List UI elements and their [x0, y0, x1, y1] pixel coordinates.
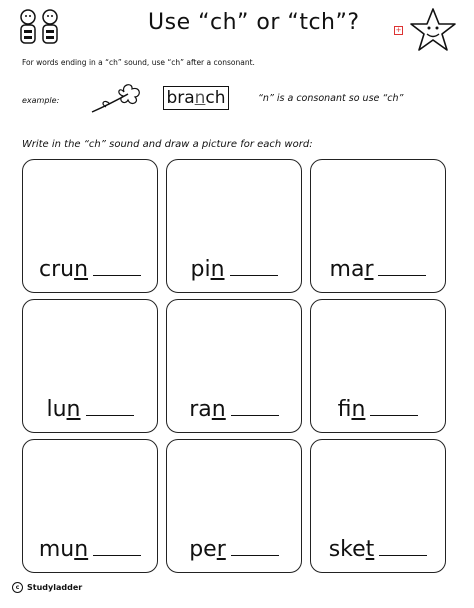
- small-plus-icon: +: [395, 26, 402, 34]
- word-base: pi: [190, 257, 211, 282]
- footer-brand: [12, 582, 82, 593]
- example-word-box: [163, 86, 229, 110]
- word-card: [22, 439, 158, 573]
- word-underlined-letter: t: [365, 537, 375, 562]
- example-word-end: ch: [205, 88, 226, 108]
- answer-blank[interactable]: [379, 554, 427, 556]
- word-card: [310, 159, 446, 293]
- copyright-icon: c: [12, 582, 23, 593]
- example-note: “n” is a consonant so use “ch”: [258, 93, 404, 104]
- answer-blank[interactable]: [378, 274, 426, 276]
- example-label: example:: [22, 96, 60, 105]
- word-card-grid: [22, 159, 434, 573]
- word-card: [166, 299, 302, 433]
- word-card: [22, 299, 158, 433]
- word-underlined-letter: r: [364, 257, 374, 282]
- answer-blank[interactable]: [93, 554, 141, 556]
- answer-blank[interactable]: [86, 414, 134, 416]
- word-underlined-letter: n: [66, 397, 81, 422]
- rule-instruction: For words ending in a “ch” sound, use “ch” after a consonant.: [22, 58, 255, 67]
- example-word-start: bra: [166, 88, 195, 108]
- word-base: fi: [337, 397, 352, 422]
- word-underlined-letter: n: [74, 257, 89, 282]
- answer-blank[interactable]: [93, 274, 141, 276]
- answer-blank[interactable]: [231, 554, 279, 556]
- word-base: ra: [189, 397, 212, 422]
- word-base: mu: [38, 537, 75, 562]
- kids-logo-icon: [16, 8, 64, 48]
- example-word-consonant: n: [194, 88, 206, 108]
- word-card: [22, 159, 158, 293]
- brand-name: Studyladder: [27, 583, 83, 592]
- word-card: [166, 439, 302, 573]
- word-base: lu: [46, 397, 67, 422]
- answer-blank[interactable]: [370, 414, 418, 416]
- answer-blank[interactable]: [231, 414, 279, 416]
- word-base: ma: [329, 257, 365, 282]
- worksheet-title: Use “ch” or “tch”?: [148, 10, 360, 35]
- word-underlined-letter: r: [216, 537, 226, 562]
- word-underlined-letter: n: [74, 537, 89, 562]
- word-underlined-letter: n: [351, 397, 366, 422]
- word-card: [166, 159, 302, 293]
- word-card: [310, 299, 446, 433]
- word-underlined-letter: n: [211, 397, 226, 422]
- branch-sprig-icon: [88, 80, 148, 120]
- word-underlined-letter: n: [210, 257, 225, 282]
- word-base: cru: [38, 257, 75, 282]
- word-base: pe: [189, 537, 217, 562]
- word-base: ske: [328, 537, 366, 562]
- answer-blank[interactable]: [230, 274, 278, 276]
- word-card: [310, 439, 446, 573]
- smiling-star-icon: [408, 6, 458, 54]
- activity-instruction: Write in the “ch” sound and draw a picture for each word:: [22, 139, 313, 150]
